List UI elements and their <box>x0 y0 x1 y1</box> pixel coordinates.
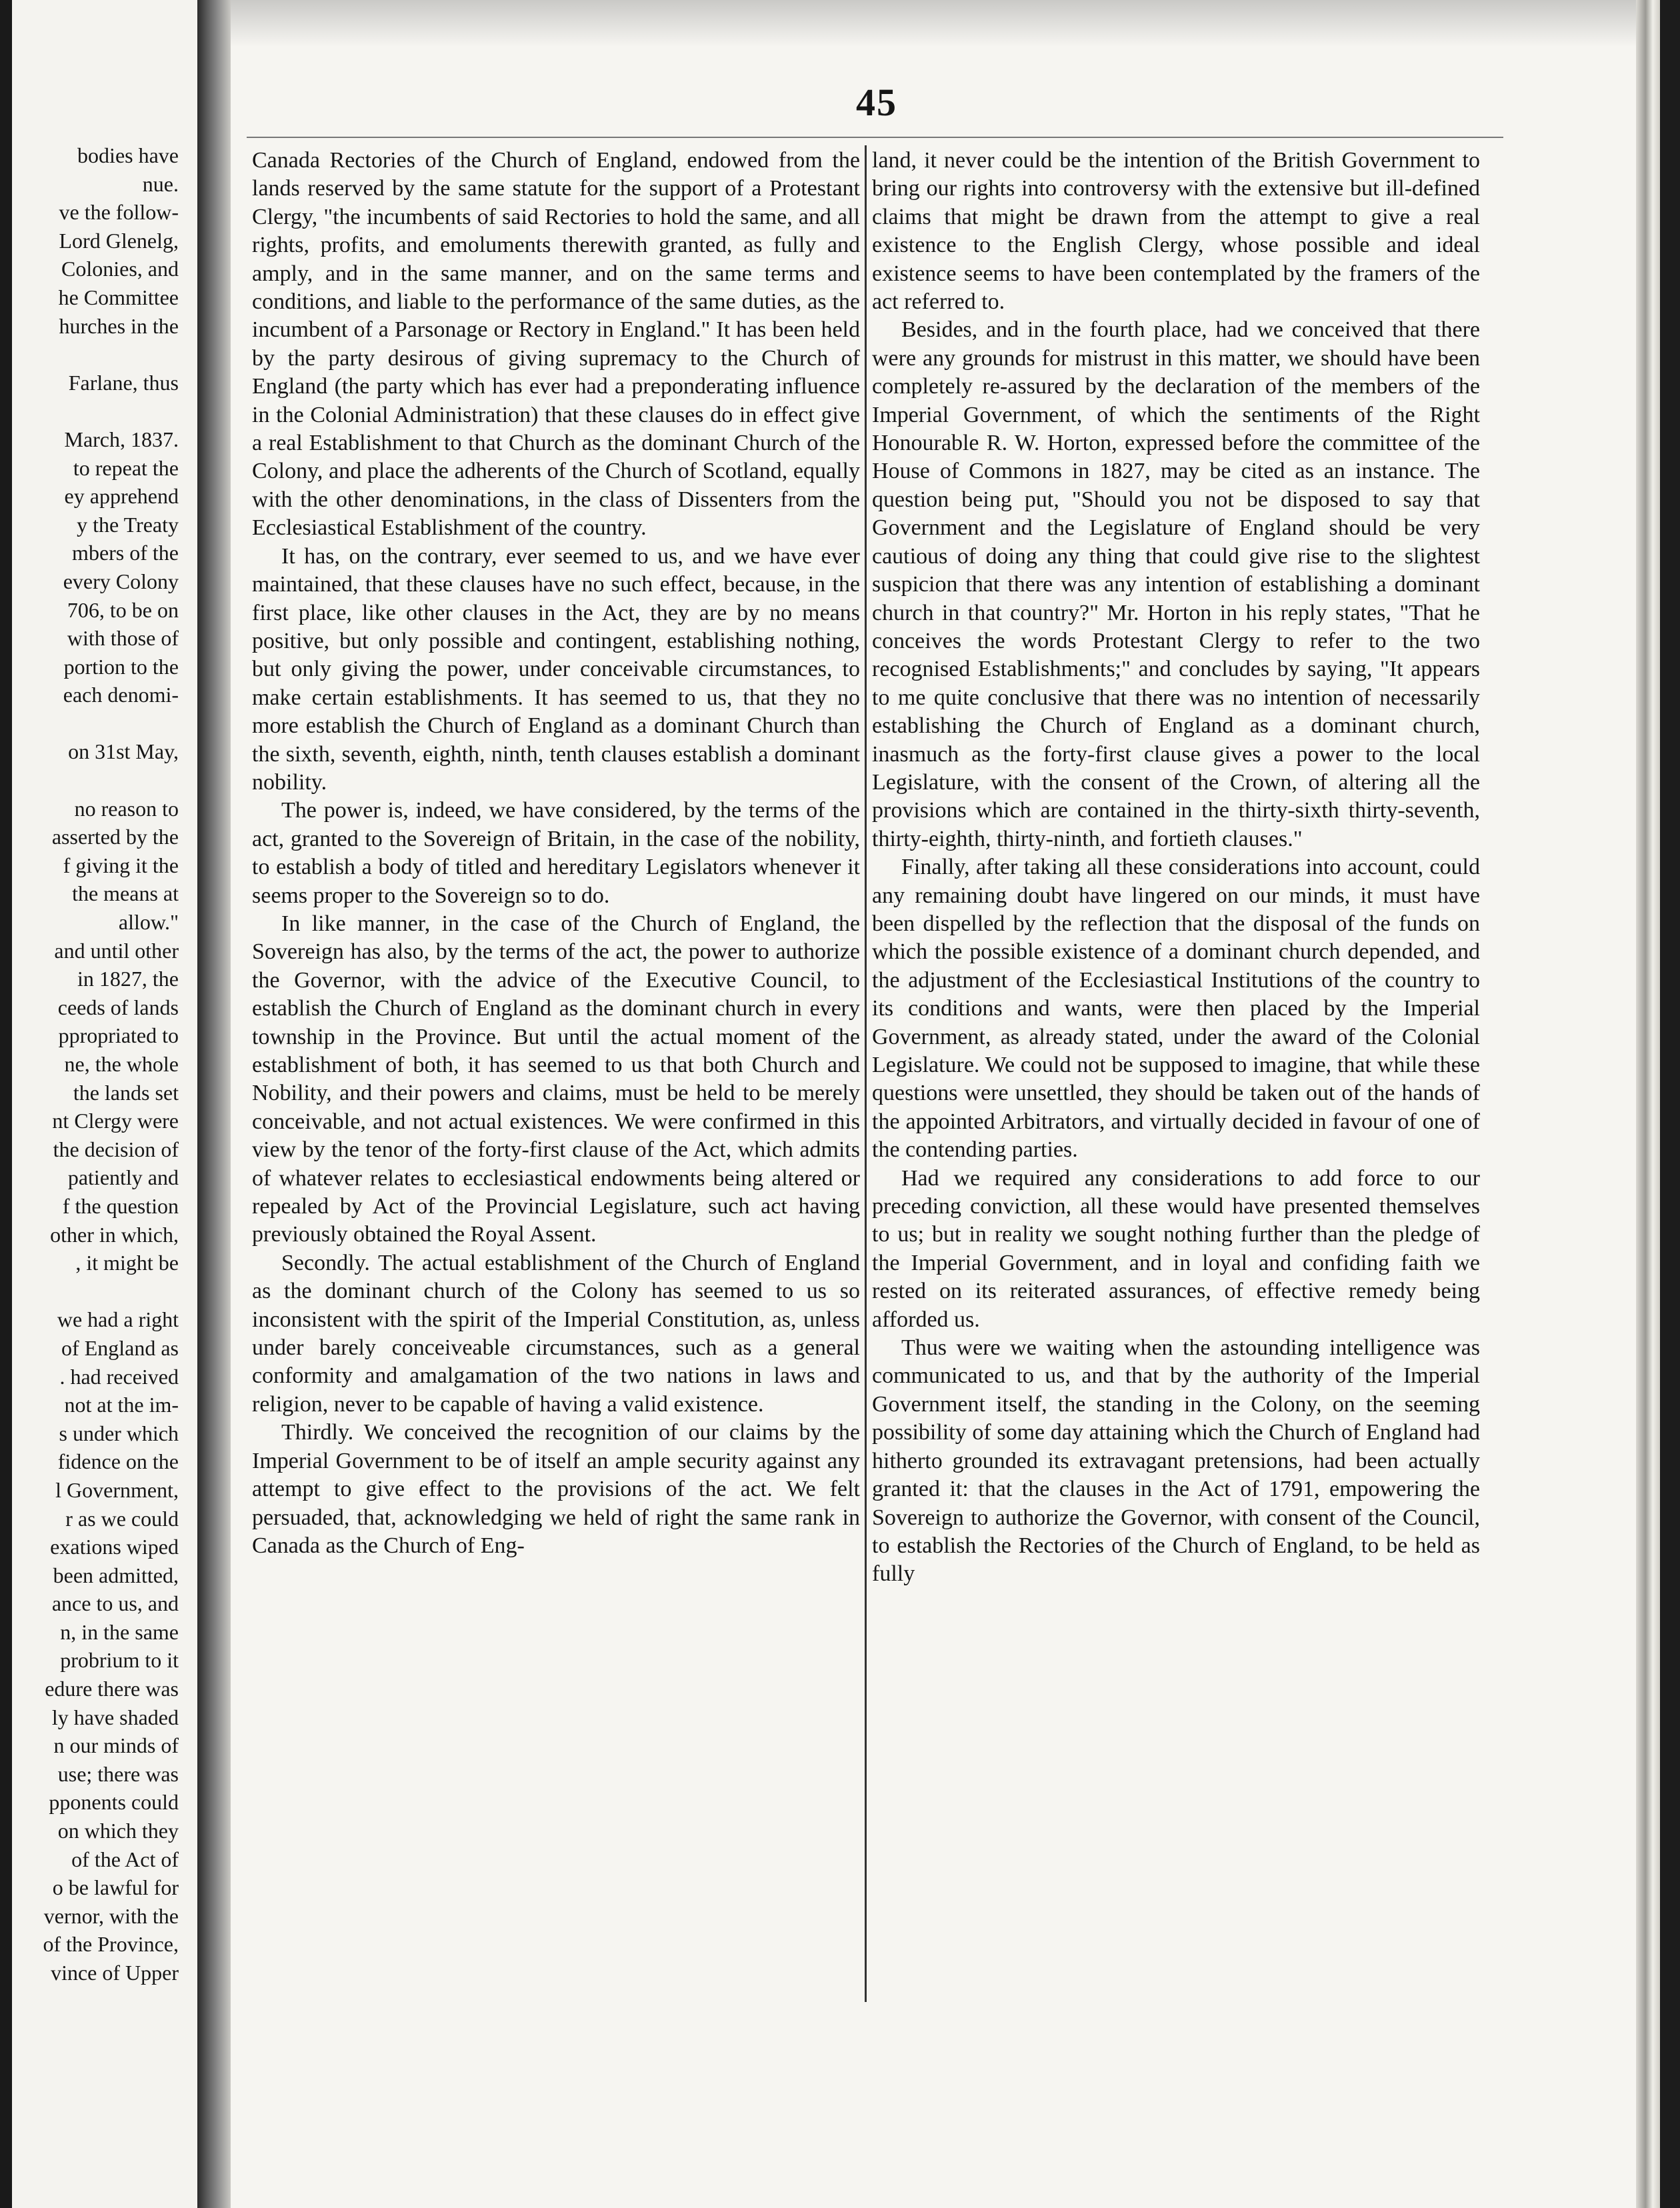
previous-page-line: Colonies, and <box>61 257 179 281</box>
previous-page-line: pponents could <box>49 1790 179 1815</box>
previous-page-line: allow." <box>118 910 179 935</box>
paragraph: In like manner, in the case of the Church of England, the Sovereign has also, by the terms of the act, the power to authorize the Governor, with the advice of the Executive Council, to establish the Church of England as the dominant church in every township in the Province. But until the actual moment of the establishment of both, it has seemed to us that both Church and Nobility, and their powers and claims, must be held to be merely conceivable, and not actual existences. We were confirmed in this view by the tenor of the forty-first clause of the Act, which admits of whatever relates to ecclesiastical endowments being altered or repealed by Act of the Provincial Legislature, such act having previously obtained the Royal Assent. <box>252 911 860 1247</box>
paragraph: Thirdly. We conceived the recognition of our claims by the Imperial Government to be of itself an ample security against any attempt to give effect to the provisions of the act. We felt persuaded, that, acknowledging we held of right the same rank in Canada as the Church of Eng- <box>252 1420 860 1558</box>
previous-page-line: ly have shaded <box>51 1705 179 1729</box>
previous-page-line: . had received <box>59 1364 179 1389</box>
previous-page-line: we had a right <box>57 1307 179 1332</box>
previous-page-line: March, 1837. <box>64 427 179 451</box>
previous-page-line: 706, to be on <box>67 597 179 622</box>
book-gutter <box>197 0 231 2208</box>
previous-page-line: f giving it the <box>63 853 179 877</box>
previous-page-line: the means at <box>72 881 179 906</box>
previous-page-line <box>12 397 179 425</box>
previous-page-line: r as we could <box>65 1506 179 1531</box>
previous-page-line: exations wiped <box>50 1535 179 1559</box>
paragraph: land, it never could be the intention of the British Government to bring our rights into controversy with the extensive but ill-defined claims that might be drawn from the attempt to give a real existence to the English Clergy, whose possible and ideal existence seems to have been contemplated by the framers of the act referred to. <box>872 148 1480 315</box>
previous-page-line: ne, the whole <box>64 1052 179 1076</box>
previous-page-line: fidence on the <box>57 1449 179 1474</box>
previous-page-line <box>12 766 179 795</box>
previous-page-line: vince of Upper <box>51 1961 179 1985</box>
previous-page-line: each denomi- <box>63 683 179 707</box>
previous-page-line: with those of <box>67 626 179 651</box>
previous-page-line: nt Clergy were <box>52 1109 179 1133</box>
previous-page-line: vernor, with the <box>43 1903 179 1928</box>
previous-page-line: f the question <box>62 1193 179 1218</box>
column-divider <box>865 145 867 2002</box>
previous-page-line: probrium to it <box>60 1648 179 1673</box>
previous-page-line: o be lawful for <box>52 1875 179 1900</box>
scan-background-right <box>1660 0 1680 2208</box>
previous-page-line: mbers of the <box>72 541 179 565</box>
previous-page-line: y the Treaty <box>77 512 179 537</box>
paragraph: Finally, after taking all these considerations into account, could any remaining doubt have lingered on our minds, it must have been dispelled by the reflection that the disposal of the funds on which the possible existence of a dominant church depended, and the adjustment of the Ecclesiastical Institutions of the country to its conditions and wants, were then placed by the Imperial Government, as already stated, under the award of the Colonial Legislature. We could not be supposed to imagine, that while these questions were unsettled, they should be taken out of the hands of the appointed Arbitrators, and virtually decided in favour of one of the contending parties. <box>872 855 1480 1163</box>
previous-page-line: not at the im- <box>64 1393 179 1417</box>
paragraph: Secondly. The actual establishment of the Church of England as the dominant church of the Colony has seemed to us so inconsistent with the spirit of the Imperial Constitution, as, unless under barely conceiveable circumstances, such as a general conformity and amalgamation of the two nations in laws and religion, never to be capable of having a valid existence. <box>252 1250 860 1417</box>
previous-page-line: the decision of <box>53 1137 179 1161</box>
previous-page-line: ance to us, and <box>51 1591 179 1616</box>
previous-page-line <box>12 1277 179 1306</box>
paragraph: Canada Rectories of the Church of England, endowed from the lands reserved by the same statute for the support of a Protestant Clergy, "the incumbents of said Rectories to hold the same, and all rights, profits, and emoluments therewith granted, as fully and amply, and in the same manner, and on the same terms and conditions, and liable to the performance of the same duties, as the incumbent of a Parsonage or Rectory in England." It has been held by the party desirous of giving supremacy to the Church of England (the party which has ever had a preponderating influence in the Colonial Administration) that these clauses do in effect give a real Establishment to that Church as the dominant Church of the Colony, and place the adherents of the Church of Scotland, equally with the other denominations, in the class of Dissenters from the Ecclesiastical Establishment of the country. <box>252 148 860 541</box>
paragraph: Besides, and in the fourth place, had we conceived that there were any grounds for mistrust in this matter, we should have been completely re-assured by the declaration of the members of the Imperial Government, of which the sentiments of the Right Honourable R. W. Horton, expressed before the committee of the House of Commons in 1827, may be cited as an instance. The question being put, "Should you not be disposed to say that Government and the Legislature of England should be very cautious of doing any thing that could give rise to the slightest suspicion that there was any intention of establishing a dominant church in that country?" Mr. Horton in his reply states, "That he conceives the words Protestant Clergy to refer to the two recognised Establishments;" and concludes by saying, "It appears to me quite conclusive that there was no intention of necessarily establishing the Church of England as a dominant church, inasmuch as the forty-first clause gives a power to the local Legislature, with the consent of the Crown, of altering all the provisions which are contained in the thirty-sixth thirty-seventh, thirty-eighth, thirty-ninth, and fortieth clauses." <box>872 317 1480 851</box>
paragraph: It has, on the contrary, ever seemed to us, and we have ever maintained, that these clauses have no such effect, because, in the first place, like other clauses in the Act, they are by no means positive, but only possible and contingent, establishing nothing, but only giving the power, under conceivable circumstances, to make certain establishments. It has seemed to us, that they no more establish the Church of England as a dominant Church than the sixth, seventh, eighth, ninth, tenth clauses establish a dominant nobility. <box>252 543 860 795</box>
previous-page-line: of the Act of <box>71 1847 179 1871</box>
previous-page-line: n our minds of <box>53 1733 179 1758</box>
paragraph: Thus were we waiting when the astounding intelligence was communicated to us, and that by the authority of the Imperial Government itself, the standing in the Colony, on the seeming possibility of some day attaining which the Church of England had hitherto grounded its extravagant pretensions, had been actually granted it: that the clauses in the Act of 1791, empowering the Sovereign to authorize the Governor, with consent of the Council, to establish the Rectories of the Church of England, to be held as fully <box>872 1335 1480 1587</box>
previous-page-line: hurches in the <box>59 313 179 338</box>
previous-page-text <box>12 141 179 1987</box>
previous-page-line: s under which <box>59 1421 179 1445</box>
previous-page-line: in 1827, the <box>77 967 179 991</box>
previous-page-line: on which they <box>57 1819 179 1843</box>
previous-page-line: nue. <box>142 171 179 196</box>
previous-page-line: no reason to <box>74 796 179 821</box>
previous-page-line: of England as <box>61 1335 179 1360</box>
previous-page-line: ey apprehend <box>64 484 179 509</box>
previous-page-line <box>12 709 179 738</box>
previous-page-line: use; there was <box>57 1761 179 1786</box>
left-column <box>252 147 860 2000</box>
previous-page-line: of the Province, <box>43 1932 179 1957</box>
previous-page-line: bodies have <box>77 143 179 167</box>
previous-page-line: portion to the <box>63 654 179 679</box>
previous-page-line: n, in the same <box>60 1619 179 1644</box>
previous-page-line: and until other <box>54 938 179 963</box>
page-edge-right <box>1636 0 1660 2208</box>
previous-page-line: been admitted, <box>53 1563 179 1587</box>
previous-page-line: to repeat the <box>73 455 179 480</box>
scan-background-left <box>0 0 12 2208</box>
right-column <box>872 147 1480 2000</box>
previous-page-line <box>12 340 179 369</box>
previous-page-line: other in which, <box>50 1222 179 1247</box>
previous-page-line: the lands set <box>73 1080 179 1105</box>
previous-page-line: every Colony <box>63 569 179 593</box>
page-number: 45 <box>856 81 897 124</box>
previous-page-line: , it might be <box>75 1251 179 1275</box>
scan-smudge <box>231 0 1637 47</box>
previous-page-line: ppropriated to <box>58 1023 179 1048</box>
previous-page-line: ceeds of lands <box>57 995 179 1019</box>
previous-page-line: edure there was <box>45 1677 179 1701</box>
paragraph: The power is, indeed, we have considered, by the terms of the act, granted to the Sovereign of Britain, in the case of the nobility, to establish a body of titled and hereditary Legislators whenever it seems proper to the Sovereign so to do. <box>252 798 860 908</box>
previous-page-line: patiently and <box>67 1165 179 1190</box>
previous-page-line: asserted by the <box>51 825 179 849</box>
header-rule <box>247 137 1503 138</box>
paragraph: Had we required any considerations to add force to our preceding conviction, all these would have presented themselves to us; but in reality we sought nothing further than the pledge of the Imperial Government, and in loyal and confiding faith we rested on its reiterated assurances, of effective remedy being afforded us. <box>872 1165 1480 1332</box>
previous-page-fragment <box>12 0 197 2208</box>
previous-page-line: he Committee <box>58 285 179 309</box>
previous-page-line: ve the follow- <box>59 200 179 225</box>
previous-page-line: on 31st May, <box>68 739 179 764</box>
previous-page-line: Lord Glenelg, <box>59 228 179 253</box>
previous-page-line: l Government, <box>55 1477 179 1502</box>
previous-page-line: Farlane, thus <box>68 370 179 395</box>
